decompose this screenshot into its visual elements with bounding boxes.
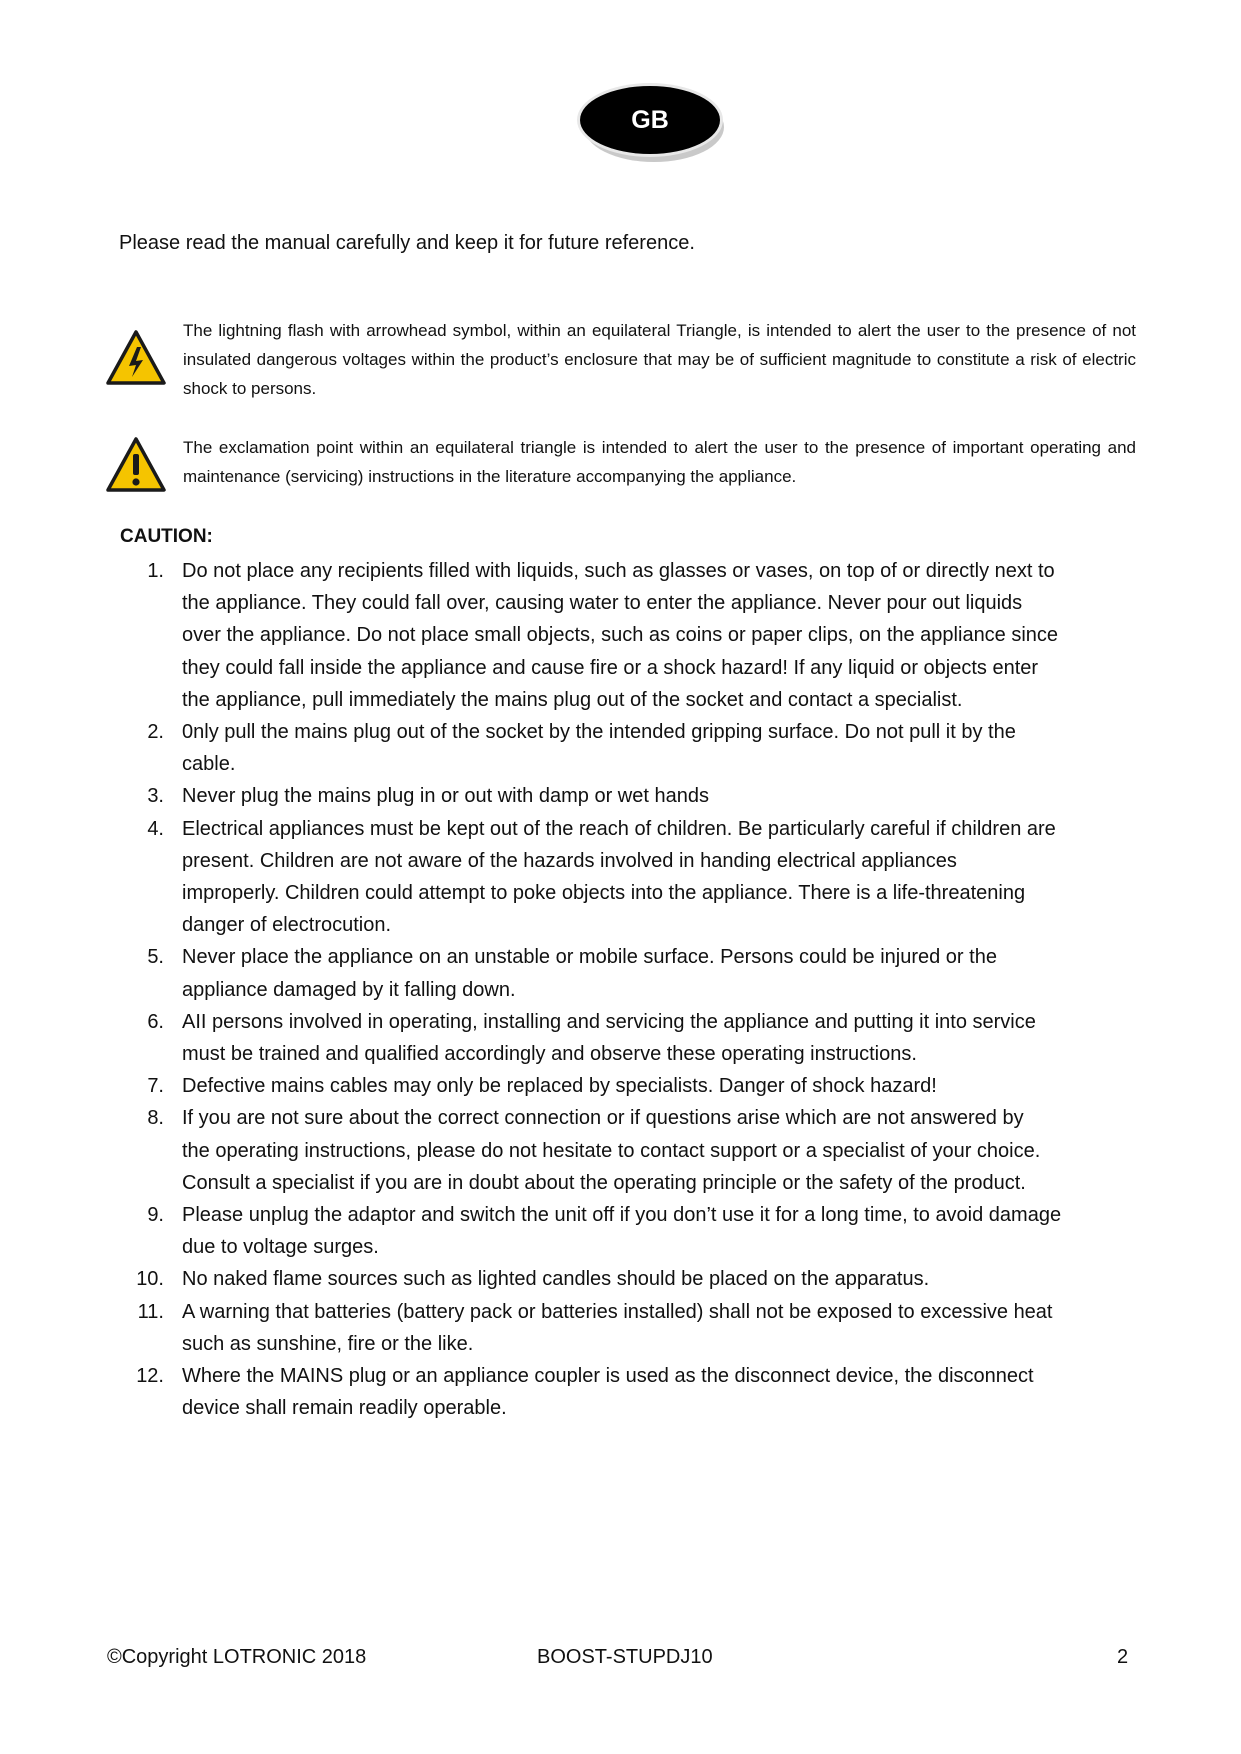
caution-item-1 — [120, 555, 1120, 716]
language-badge — [580, 86, 726, 166]
caution-item-7 — [120, 1070, 1120, 1102]
exclamation-warning-icon — [106, 437, 166, 493]
item-line: due to voltage surges. — [182, 1236, 379, 1259]
intro-text: Please read the manual carefully and keep it for future reference. — [119, 232, 695, 254]
item-line: cable. — [182, 753, 236, 776]
warning-lightning-text: The lightning flash with arrowhead symbol, within an equilateral Triangle, is intended to alert the user to the presence of not insulated dangerous voltages within the product’s enclosure that may be of sufficient magnitude to constitute a risk of electric shock to persons. — [183, 321, 1136, 398]
caution-item-4 — [120, 813, 1120, 942]
item-number: 10. — [136, 1268, 164, 1291]
item-line: AII persons involved in operating, installing and servicing the appliance and putting it into service — [182, 1010, 1036, 1033]
item-line: 0nly pull the mains plug out of the socket by the intended gripping surface. Do not pull it by the — [182, 721, 1016, 744]
caution-item-9 — [120, 1199, 1120, 1263]
caution-item-2 — [120, 716, 1120, 780]
item-line: improperly. Children could attempt to poke objects into the appliance. There is a life-threatening — [182, 882, 1026, 905]
item-line: A warning that batteries (battery pack or batteries installed) shall not be exposed to excessive heat — [182, 1300, 1053, 1323]
item-number: 4. — [147, 817, 164, 840]
warning-exclamation-text: The exclamation point within an equilateral triangle is intended to alert the user to the presence of important operating and maintenance (servicing) instructions in the literature accompanying the appliance. — [183, 438, 1136, 486]
item-line: Where the MAINS plug or an appliance coupler is used as the disconnect device, the disconnect — [182, 1365, 1034, 1388]
item-line: Consult a specialist if you are in doubt about the operating principle or the safety of the product. — [182, 1171, 1026, 1194]
item-number: 3. — [147, 785, 164, 808]
item-line: If you are not sure about the correct connection or if questions arise which are not answered by — [182, 1107, 1024, 1130]
caution-item-11 — [120, 1296, 1120, 1360]
item-line: present. Children are not aware of the hazards involved in handing electrical appliances — [182, 849, 957, 872]
item-line: device shall remain readily operable. — [182, 1397, 507, 1420]
caution-item-3 — [120, 780, 1120, 812]
footer-copyright: ©Copyright LOTRONIC 2018 — [107, 1646, 367, 1668]
item-line: Do not place any recipients filled with liquids, such as glasses or vases, on top of or directly next to — [182, 560, 1055, 582]
caution-item-5 — [120, 941, 1120, 1005]
lightning-warning-icon — [106, 330, 166, 386]
item-line: the appliance, pull immediately the mains plug out of the socket and contact a specialist. — [182, 688, 963, 711]
item-line: must be trained and qualified accordingly and observe these operating instructions. — [182, 1043, 917, 1066]
item-line: Never plug the mains plug in or out with damp or wet hands — [182, 785, 709, 808]
item-line: they could fall inside the appliance and cause fire or a shock hazard! If any liquid or objects enter — [182, 656, 1039, 679]
item-number: 2. — [147, 721, 164, 744]
caution-item-12 — [120, 1360, 1120, 1424]
item-line: Defective mains cables may only be replaced by specialists. Danger of shock hazard! — [182, 1075, 937, 1098]
footer-page-number: 2 — [1117, 1646, 1129, 1668]
item-number: 8. — [147, 1107, 164, 1130]
item-line: danger of electrocution. — [182, 914, 392, 937]
item-number: 5. — [147, 946, 164, 969]
item-number: 6. — [147, 1010, 164, 1033]
item-line: over the appliance. Do not place small objects, such as coins or paper clips, on the appliance since — [182, 624, 1059, 647]
item-line: No naked flame sources such as lighted candles should be placed on the apparatus. — [182, 1268, 930, 1291]
item-line: Never place the appliance on an unstable or mobile surface. Persons could be injured or the — [182, 946, 997, 969]
item-line: Electrical appliances must be kept out of the reach of children. Be particularly careful if children are — [182, 817, 1056, 840]
item-number: 9. — [147, 1204, 164, 1227]
item-line: Please unplug the adaptor and switch the unit off if you don’t use it for a long time, to avoid damage — [182, 1204, 1062, 1227]
item-line: the operating instructions, please do not hesitate to contact support or a specialist of your choice. — [182, 1139, 1041, 1162]
caution-item-6 — [120, 1006, 1120, 1070]
caution-item-8 — [120, 1102, 1120, 1199]
footer-model: BOOST-STUPDJ10 — [537, 1646, 713, 1668]
item-line: appliance damaged by it falling down. — [182, 978, 516, 1001]
caution-list — [120, 555, 1120, 1424]
caution-title: CAUTION: — [120, 526, 213, 547]
badge-label: GB — [580, 86, 720, 154]
item-number: 11. — [137, 1300, 164, 1323]
item-line: the appliance. They could fall over, causing water to enter the appliance. Never pour out liquids — [182, 592, 1023, 615]
item-number: 1. — [147, 560, 164, 582]
item-line: such as sunshine, fire or the like. — [182, 1332, 474, 1355]
item-number: 7. — [147, 1075, 164, 1098]
caution-item-10 — [120, 1263, 1120, 1295]
item-number: 12. — [136, 1365, 164, 1388]
